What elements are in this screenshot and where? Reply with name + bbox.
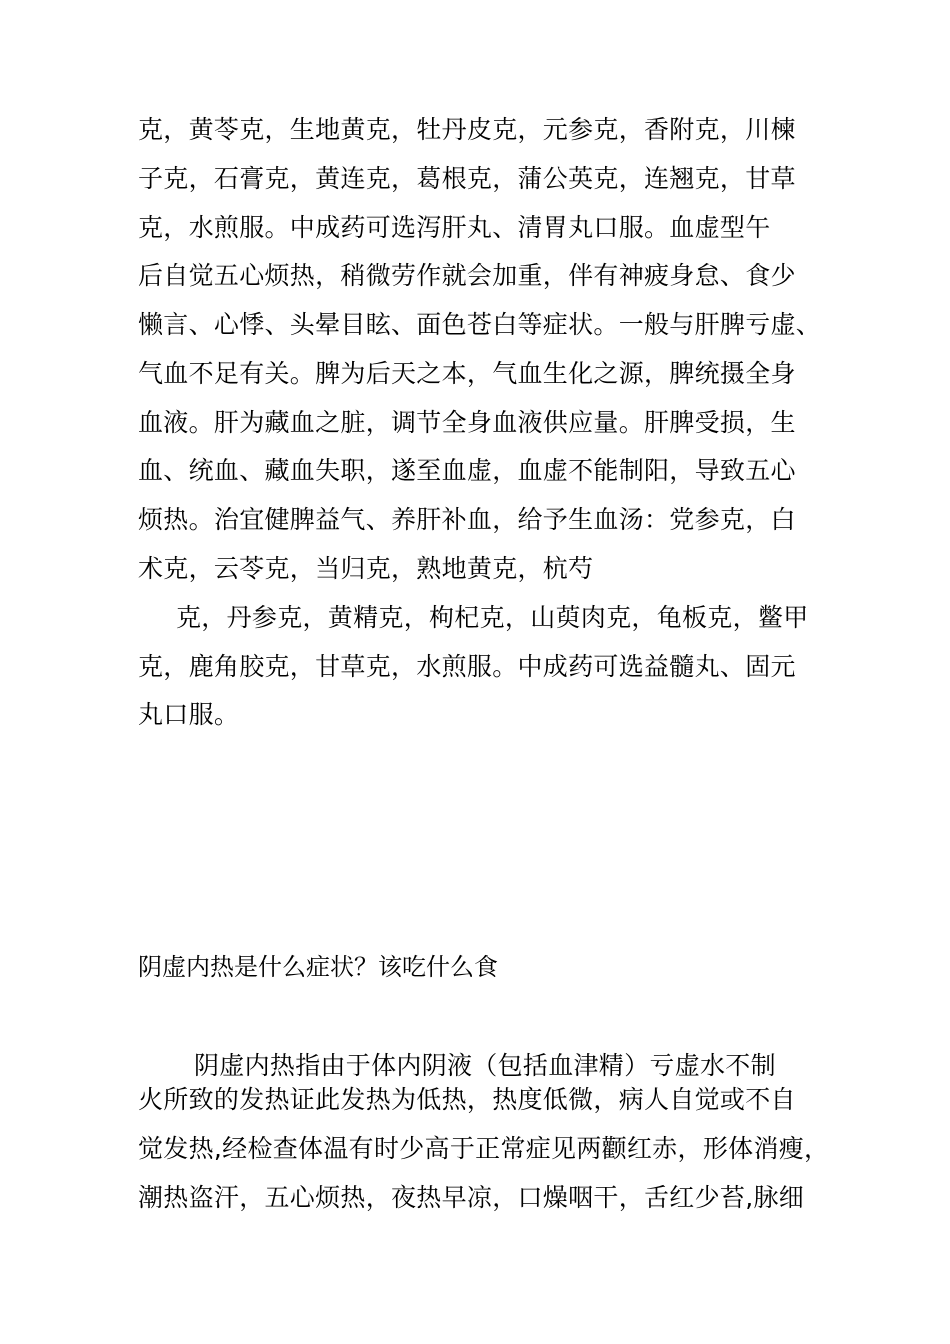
paragraph-line: 觉发热,经检查体温有时少高于正常症见两颧红赤，形体消瘦， [138, 1134, 830, 1163]
paragraph-line: 阴虚内热指由于体内阴液（包括血津精）亏虚水不制 [194, 1051, 776, 1080]
paragraph-line: 懒言、心悸、头晕目眩、面色苍白等症状。一般与肝脾亏虚、 [138, 310, 822, 339]
paragraph-line: 克，鹿角胶克，甘草克，水煎服。中成药可选益髓丸、固元 [138, 652, 796, 681]
paragraph-line: 克，黄苓克，生地黄克，牡丹皮克，元参克，香附克，川楝 [138, 115, 796, 144]
paragraph-line: 烦热。治宜健脾益气、养肝补血，给予生血汤：党参克，白 [138, 505, 796, 534]
paragraph-line: 后自觉五心烦热，稍微劳作就会加重，伴有神疲身怠、食少 [138, 261, 796, 290]
paragraph-line: 克，水煎服。中成药可选泻肝丸、清胃丸口服。血虚型午 [138, 213, 771, 242]
paragraph-line: 血、统血、藏血失职，遂至血虚，血虚不能制阳，导致五心 [138, 456, 796, 485]
paragraph-line: 子克，石膏克，黄连克，葛根克，蒲公英克，连翘克，甘草 [138, 164, 796, 193]
paragraph-line: 克，丹参克，黄精克，枸杞克，山萸肉克，龟板克，鳖甲 [176, 603, 809, 632]
paragraph-line: 术克，云苓克，当归克，熟地黄克，杭芍 [138, 554, 594, 583]
paragraph-line: 潮热盗汗，五心烦热，夜热早凉，口燥咽干，舌红少苔,脉细 [138, 1183, 805, 1212]
paragraph-line: 气血不足有关。脾为后天之本，气血生化之源，脾统摄全身 [138, 359, 796, 388]
paragraph-line: 血液。肝为藏血之脏，调节全身血液供应量。肝脾受损，生 [138, 408, 796, 437]
paragraph-line: 火所致的发热证此发热为低热，热度低微，病人自觉或不自 [138, 1085, 796, 1114]
section-title: 阴虚内热是什么症状？该吃什么食 [138, 953, 498, 981]
paragraph-line: 丸口服。 [138, 700, 240, 729]
